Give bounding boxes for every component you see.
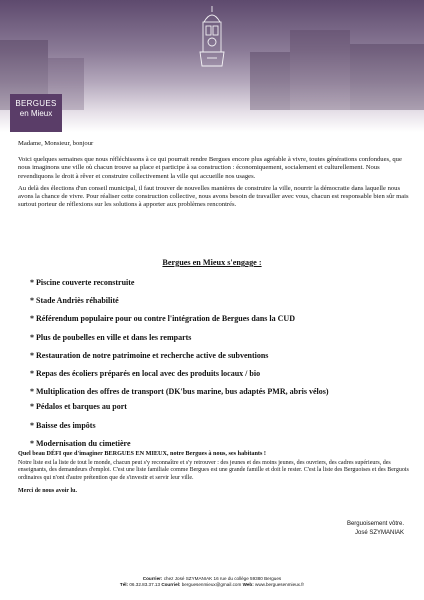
mail-value[interactable]: berguesenmieux@gmail.com (181, 582, 242, 587)
logo-line-1: BERGUES (15, 99, 57, 108)
engagement-item: * Pédalos et barques au port (30, 402, 127, 412)
paragraph-1: Voici quelques semaines que nous réfléchissons à ce qui pourrait rendre Bergues encore plus agréable à vivre, toutes générations confondues, que nous imaginons une ville où chacun trouve sa place et participe à sa construction : économiquement, socialement et culturellement. Nous revendiquons le droit à rêver et construire collectivement la ville qui accueille nos usages. (18, 156, 402, 180)
web-value[interactable]: www.berguesenmieux.fr (255, 582, 305, 587)
paragraph-2: Au delà des élections d'un conseil municipal, il faut trouver de nouvelles manières de construire la ville, nourrir la démocratie dans laquelle nous avons la chance de vivre. Pour réaliser cette construction collective, nous avons besoin de travailler avec vous, chacun est responsable bien sûr mais surtout porteur de réflexions sur les solutions à apporter aux problèmes rencontrés. (18, 184, 409, 209)
thanks-line: Merci de nous avoir lu. (18, 488, 77, 495)
engagement-item: * Stade Andriès réhabilité (30, 296, 119, 306)
logo-word-mieux: Mieux (30, 109, 53, 118)
greeting: Madame, Monsieur, bonjour (18, 140, 94, 147)
engagement-item: * Multiplication des offres de transport (DK'bus marine, bus adaptés PMR, abris vélos) (30, 387, 329, 397)
mail-label: Courriel: (161, 582, 181, 587)
challenge-statement: Quel beau DÉFI que d'imaginer BERGUES EN MIEUX, notre Bergues à nous, ses habitants ! (18, 450, 266, 457)
header-banner (0, 0, 424, 132)
footer-contact-line (0, 582, 424, 588)
belfry-emblem-icon (192, 4, 232, 68)
courrier-value: chez José SZYMANIAK 16 rue du collège 59380 Bergues (163, 576, 282, 581)
contact-footer (0, 576, 424, 588)
engagement-item: * Restauration de notre patrimoine et recherche active de subventions (30, 350, 269, 360)
signature-name: José SZYMANIAK (354, 530, 404, 536)
logo-word-en: en (19, 109, 29, 118)
tel-label: Tél: (119, 582, 129, 587)
engagements-title: Bergues en Mieux s'engage : (162, 258, 262, 267)
courrier-label: Courrier: (142, 576, 163, 581)
engagement-item: * Repas des écoliers préparés en local avec des produits locaux / bio (30, 369, 261, 379)
engagement-item: * Plus de poubelles en ville et dans les remparts (30, 332, 192, 342)
building-silhouette (290, 30, 350, 110)
closing-section (18, 450, 410, 496)
letter-body (18, 140, 410, 213)
building-silhouette (250, 52, 290, 110)
engagement-item: * Piscine couverte reconstruite (30, 278, 135, 287)
logo-line-2 (10, 110, 62, 118)
signature-block (347, 520, 404, 538)
engagement-item: * Baisse des impôts (30, 420, 96, 430)
building-silhouette (350, 44, 424, 110)
engagement-item: * Référendum populaire pour ou contre l'intégration de Bergues dans la CUD (30, 314, 295, 324)
tel-value: 06.32.83.37.13 (129, 582, 161, 587)
brand-logo (10, 94, 62, 132)
engagements-list (30, 278, 400, 457)
engagement-item: * Modernisation du cimetière (30, 438, 131, 448)
web-label: Web: (242, 582, 254, 587)
closing-paragraph: Notre liste est la liste de tout le monde, chacun peut s'y reconnaître et s'y retrouver : des jeunes et des moins jeunes, des ouvriers, des cadres supérieurs, des enseignants, des demandeurs d'emploi. C'est une liste familiale comme Bergues est une grande famille et doit le rester. C'est la liste des Berguoises et des Berguois ordinaires qui n'ont d'autre prétention que de s'investir et servir leur ville. (18, 459, 409, 481)
signature-salutation: Berguoisement vôtre. (346, 521, 404, 527)
